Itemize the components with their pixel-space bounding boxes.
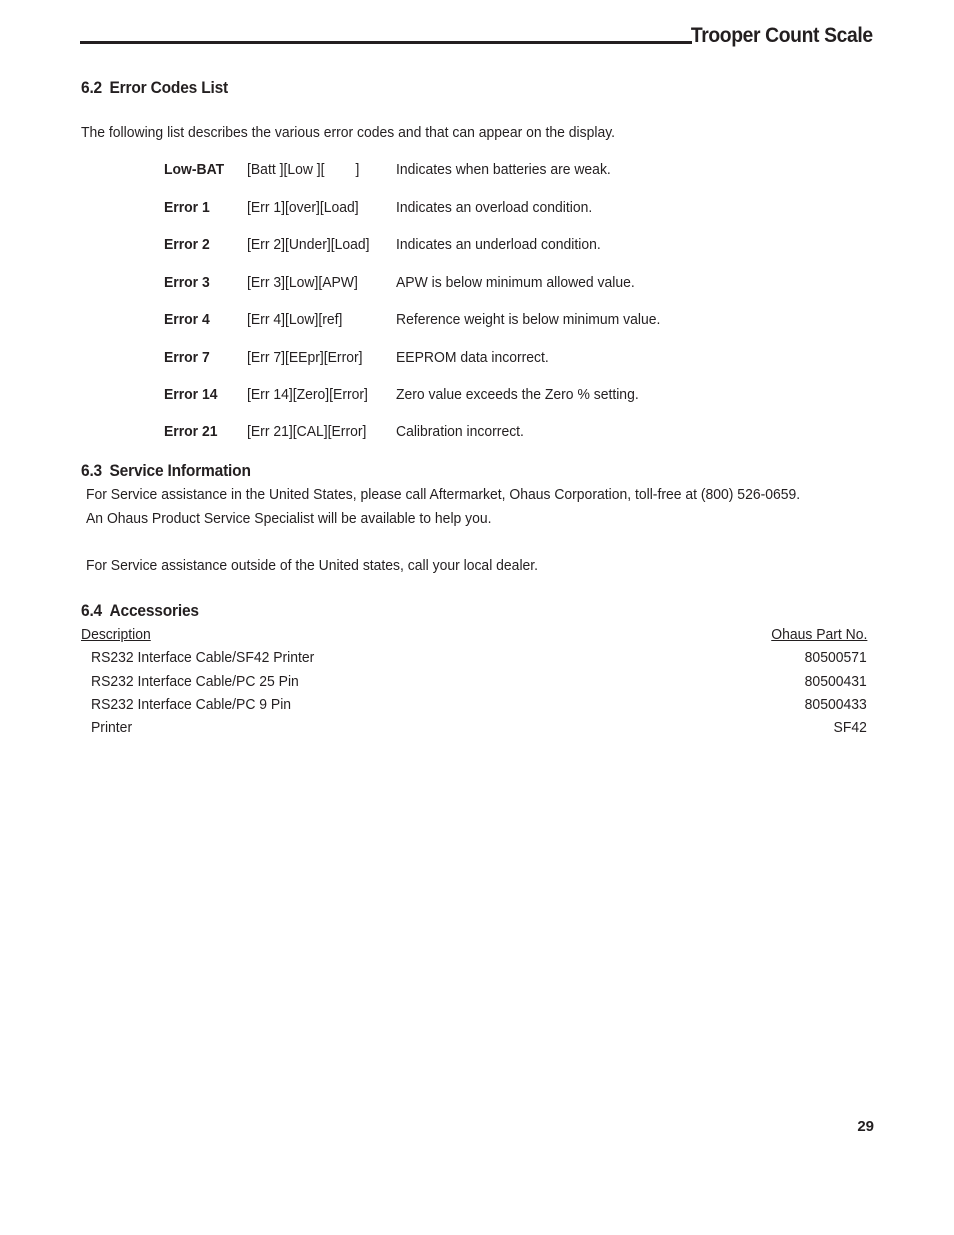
page-number: 29 <box>857 1118 874 1135</box>
accessory-description: RS232 Interface Cable/SF42 Printer <box>91 649 315 666</box>
section-title: Error Codes List <box>109 79 229 97</box>
error-row <box>0 274 954 294</box>
section-title: Service Information <box>109 462 251 480</box>
accessory-description: Printer <box>91 719 133 736</box>
column-header-description: Description <box>81 626 151 643</box>
accessory-row <box>0 673 954 693</box>
error-row <box>0 199 954 219</box>
error-row <box>0 236 954 256</box>
error-codes-heading <box>81 79 228 98</box>
accessory-part-number: 80500571 <box>804 649 867 666</box>
accessory-row <box>0 696 954 716</box>
error-description: Zero value exceeds the Zero % setting. <box>396 386 639 403</box>
error-display: [Err 4][Low][ref] <box>247 311 343 328</box>
column-header-part-number: Ohaus Part No. <box>770 626 867 643</box>
error-display: [Batt ][Low ][ ] <box>247 161 360 178</box>
accessories-heading <box>81 602 199 621</box>
service-heading <box>81 462 251 481</box>
error-description: Indicates when batteries are weak. <box>396 161 611 178</box>
error-display: [Err 14][Zero][Error] <box>247 386 368 403</box>
error-display: [Err 3][Low][APW] <box>247 274 358 291</box>
error-code: Error 2 <box>164 236 210 253</box>
service-specialist-text: An Ohaus Product Service Specialist will be available to help you. <box>86 510 492 527</box>
page-header-title: Trooper Count Scale <box>691 24 873 47</box>
error-display: [Err 7][EEpr][Error] <box>247 349 363 366</box>
accessory-row <box>0 719 954 739</box>
error-row <box>0 423 954 443</box>
error-row <box>0 349 954 369</box>
accessory-description: RS232 Interface Cable/PC 25 Pin <box>91 673 299 690</box>
error-code: Error 14 <box>164 386 218 403</box>
error-row <box>0 161 954 181</box>
accessories-header-row <box>0 626 954 646</box>
error-description: APW is below minimum allowed value. <box>396 274 635 291</box>
section-number: 6.4 <box>81 602 103 620</box>
error-display: [Err 21][CAL][Error] <box>247 423 367 440</box>
error-codes-intro: The following list describes the various error codes and that can appear on the display. <box>81 124 616 141</box>
error-description: EEPROM data incorrect. <box>396 349 549 366</box>
error-code: Error 21 <box>164 423 218 440</box>
error-code: Error 1 <box>164 199 210 216</box>
error-display: [Err 1][over][Load] <box>247 199 359 216</box>
accessory-part-number: 80500431 <box>804 673 867 690</box>
error-description: Indicates an overload condition. <box>396 199 593 216</box>
section-number: 6.2 <box>81 79 103 97</box>
error-code: Low-BAT <box>164 161 225 178</box>
error-code: Error 3 <box>164 274 210 291</box>
service-us-text: For Service assistance in the United States, please call Aftermarket, Ohaus Corporation, toll-free at (800) 526-0659. <box>86 486 801 503</box>
error-row <box>0 311 954 331</box>
error-code: Error 4 <box>164 311 210 328</box>
error-row <box>0 386 954 406</box>
error-display: [Err 2][Under][Load] <box>247 236 370 253</box>
accessory-row <box>0 649 954 669</box>
accessory-description: RS232 Interface Cable/PC 9 Pin <box>91 696 292 713</box>
error-description: Calibration incorrect. <box>396 423 524 440</box>
accessory-part-number: 80500433 <box>804 696 867 713</box>
section-number: 6.3 <box>81 462 103 480</box>
accessory-part-number: SF42 <box>833 719 867 736</box>
section-title: Accessories <box>109 602 199 620</box>
service-international-text: For Service assistance outside of the United states, call your local dealer. <box>86 557 539 574</box>
error-description: Indicates an underload condition. <box>396 236 601 253</box>
error-code: Error 7 <box>164 349 210 366</box>
error-description: Reference weight is below minimum value. <box>396 311 661 328</box>
header-rule <box>80 41 692 44</box>
